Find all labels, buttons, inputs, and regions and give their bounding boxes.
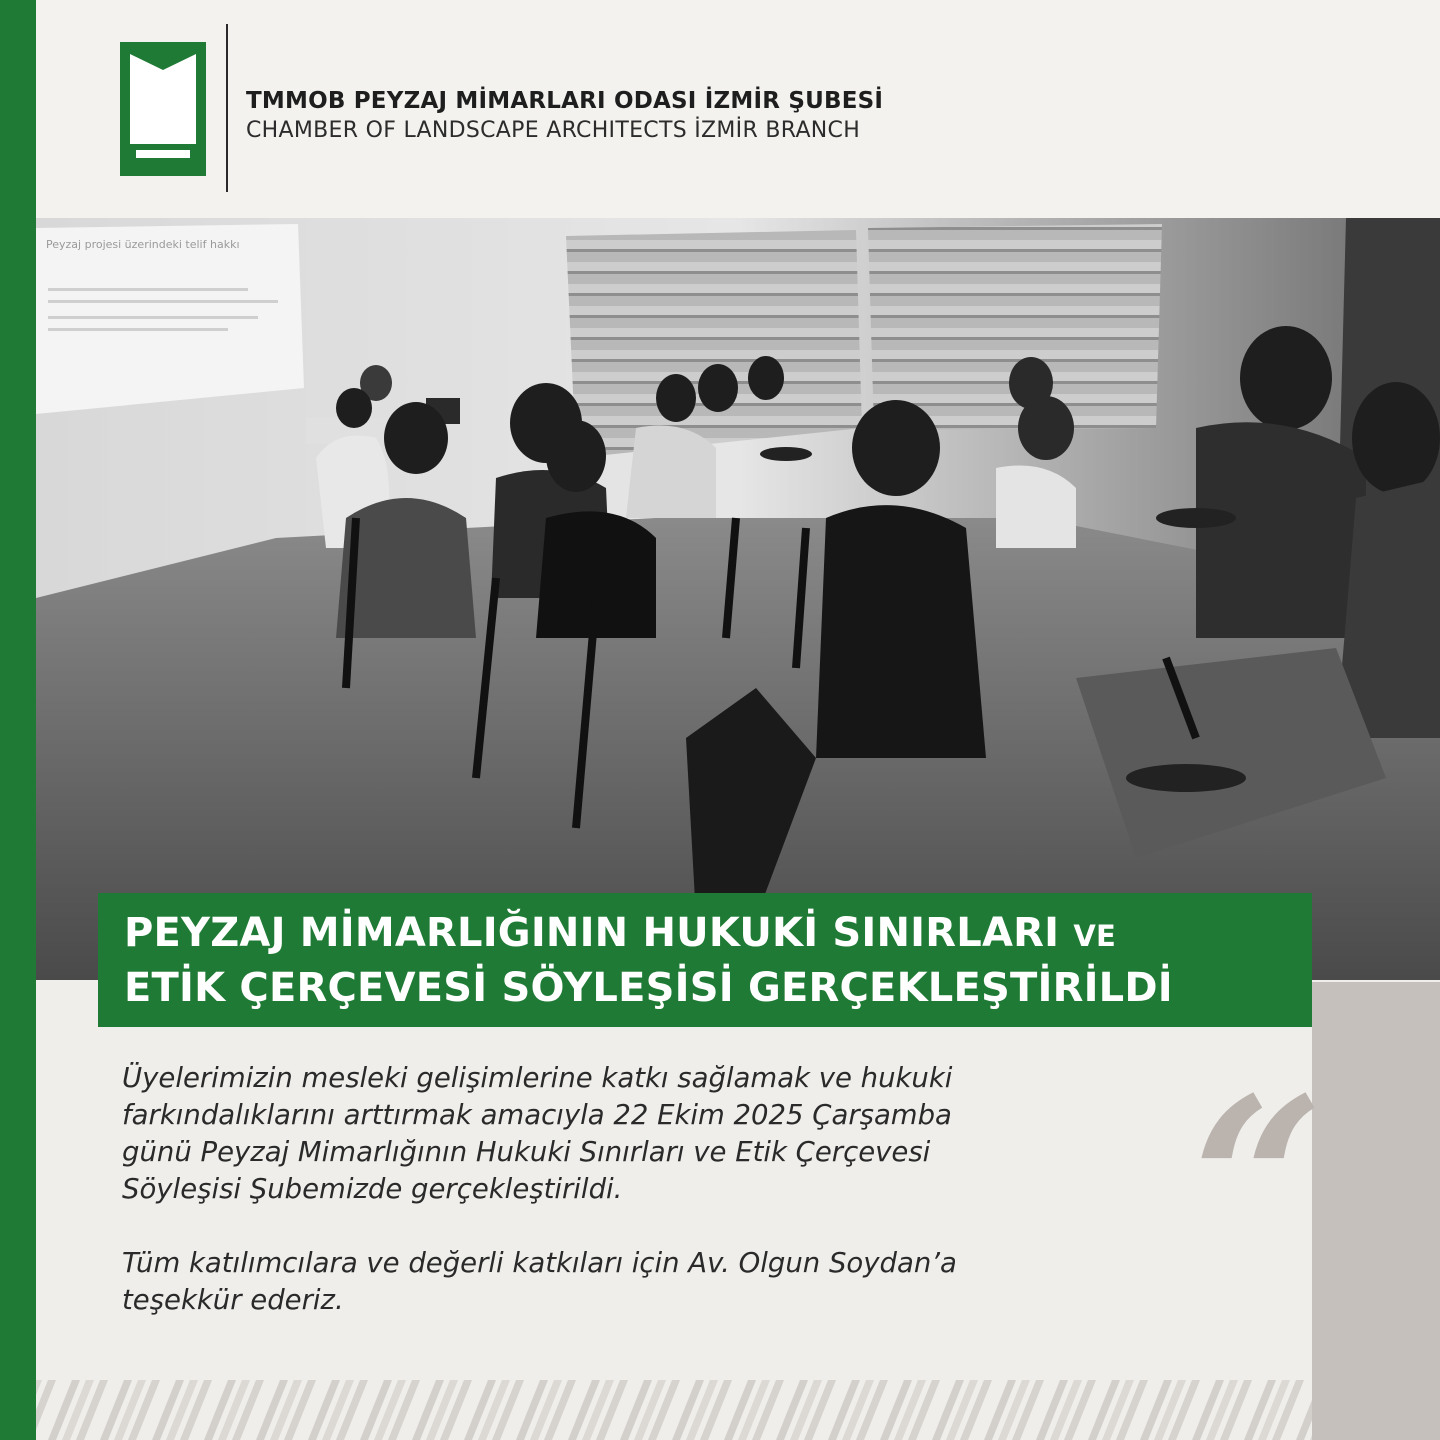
stripe — [464, 1380, 524, 1440]
stripe — [1088, 1380, 1148, 1440]
stripe — [100, 1380, 160, 1440]
stripe — [360, 1380, 420, 1440]
stripe — [880, 1380, 940, 1440]
stripe — [204, 1380, 264, 1440]
headline-line-2: ETİK ÇERÇEVESİ SÖYLEŞİSİ GERÇEKLEŞTİRİLDİ — [124, 965, 1173, 1011]
announcement-paragraph-1: Üyelerimizin mesleki gelişimlerine katkı sağlamak ve hukuki farkındalıklarını arttırmak amacıyla 22 Ekim 2025 Çarşamba günü Peyzaj Mimarlığının Hukuki Sınırları ve Etik Çerçevesi Söyleşisi Şubemizde gerçekleştirildi. — [122, 1062, 953, 1205]
chamber-logo — [120, 42, 206, 176]
quote-mark-icon: “ — [1192, 1048, 1325, 1318]
stripe — [256, 1380, 316, 1440]
stripe — [152, 1380, 212, 1440]
event-photo — [36, 218, 1440, 980]
announcement-paragraph-2: Tüm katılımcılara ve değerli katkıları için Av. Olgun Soydan’a teşekkür ederiz. — [122, 1247, 957, 1316]
stripe — [516, 1380, 576, 1440]
stripe — [48, 1380, 108, 1440]
stripe — [672, 1380, 732, 1440]
stripe — [412, 1380, 472, 1440]
stripe — [932, 1380, 992, 1440]
stripe — [1244, 1380, 1304, 1440]
stripe — [984, 1380, 1044, 1440]
stripe — [776, 1380, 836, 1440]
slide-title: Peyzaj projesi üzerindeki telif hakkı — [46, 238, 240, 251]
stripe — [568, 1380, 628, 1440]
stripe — [1140, 1380, 1200, 1440]
quote-panel — [1312, 982, 1440, 1440]
stripe — [1036, 1380, 1096, 1440]
headline-line-1: PEYZAJ MİMARLIĞININ HUKUKİ SINIRLARI VE — [124, 910, 1116, 956]
org-name: TMMOB PEYZAJ MİMARLARI ODASI İZMİR ŞUBESİ — [246, 88, 884, 114]
stripe — [828, 1380, 888, 1440]
stripe — [724, 1380, 784, 1440]
headline-box — [98, 893, 1312, 1027]
header-divider — [226, 24, 228, 192]
brand-side-bar — [0, 0, 36, 1440]
stripe — [308, 1380, 368, 1440]
decorative-stripes — [36, 1380, 1312, 1440]
announcement-text — [122, 1060, 1202, 1319]
org-name-english: CHAMBER OF LANDSCAPE ARCHITECTS İZMİR BRANCH — [246, 118, 861, 143]
stripe — [1192, 1380, 1252, 1440]
stripe — [620, 1380, 680, 1440]
